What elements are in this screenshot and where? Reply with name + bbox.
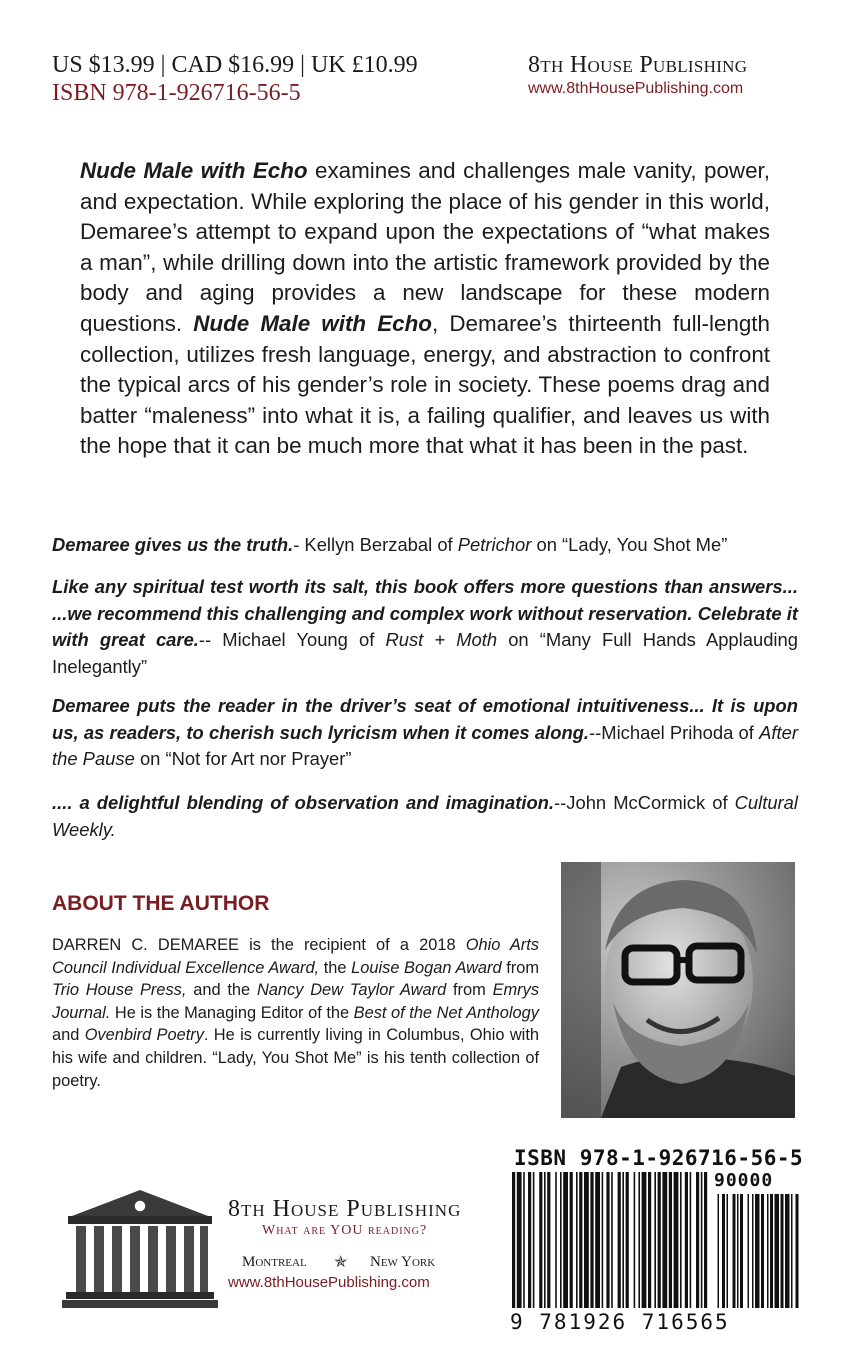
barcode-bar (533, 1172, 535, 1308)
bio-award: Ohio Arts Council Individual Excellence Award, (52, 936, 539, 977)
barcode-addon-bar (752, 1194, 754, 1308)
barcode-addon-bar (791, 1194, 793, 1308)
barcode-bar (638, 1172, 640, 1308)
barcode-bar (696, 1172, 699, 1308)
barcode-addon-bar (733, 1194, 736, 1308)
barcode-bar (576, 1172, 578, 1308)
barcode-addon-bar (727, 1194, 729, 1308)
praise-quote (52, 532, 798, 559)
book-title: Nude Male with Echo (80, 158, 308, 183)
barcode-bar (642, 1172, 647, 1308)
barcode-isbn-label: ISBN 978-1-926716-56-5 (514, 1146, 804, 1170)
quote-tail: on “Lady, You Shot Me” (531, 534, 728, 555)
quote-text: Demaree gives us the truth. (52, 534, 294, 555)
barcode-bar (595, 1172, 600, 1308)
bio-text: and (52, 1026, 85, 1045)
logo-tagline: What are YOU reading? (262, 1223, 428, 1238)
quote-tail: on “Not for Art nor Prayer” (134, 748, 352, 769)
quote-text: Like any spiritual test worth its salt, this book offers more questions than answers... ...we recommend this challenging and complex work without reservation. Celebrate it with great care. (52, 576, 798, 650)
barcode-bar (512, 1172, 515, 1308)
bio-text: the (319, 958, 352, 977)
about-heading: ABOUT THE AUTHOR (52, 892, 270, 915)
barcode-addon-bar (737, 1194, 739, 1308)
barcode-bar (611, 1172, 613, 1308)
barcode-bar (570, 1172, 573, 1308)
bio-award: Louise Bogan Award (351, 958, 502, 977)
barcode-bar (704, 1172, 707, 1308)
barcode-bar (602, 1172, 604, 1308)
quote-attribution: - Kellyn Berzabal of (293, 534, 458, 555)
barcode-bar (618, 1172, 621, 1308)
author-bio (52, 934, 539, 1092)
barcode-addon-bar (722, 1194, 725, 1308)
quote-attribution: -- Michael Young of (198, 629, 386, 650)
barcode-bar (622, 1172, 624, 1308)
bio-text: . He is currently living in Columbus, Ohio with his wife and children. “Lady, You Shot Me” is his tenth collection of poetry. (52, 1026, 539, 1090)
barcode-addon-bar (781, 1194, 784, 1308)
barcode-addon-bar (740, 1194, 743, 1308)
quote-attribution: --John McCormick of (554, 792, 735, 813)
barcode-bar (685, 1172, 688, 1308)
quote-source: After the Pause (52, 721, 798, 769)
barcode-addon-bar (775, 1194, 780, 1308)
barcode-bar (523, 1172, 525, 1308)
barcode-addon-bar (748, 1194, 750, 1308)
barcode-bar (648, 1172, 651, 1308)
book-blurb (80, 156, 770, 462)
isbn-barcode (510, 1140, 802, 1338)
barcode-bar (555, 1172, 557, 1308)
logo-city-montreal: Montreal (242, 1254, 307, 1270)
barcode-addon-bar (761, 1194, 764, 1308)
bio-journal: Emrys Journal. (52, 981, 540, 1022)
quote-attribution: --Michael Prihoda of (589, 721, 760, 743)
quote-tail: on “Many Full Hands Applauding Inelegantly” (52, 629, 798, 677)
barcode-addon-bar (755, 1194, 760, 1308)
barcode-bar (701, 1172, 703, 1308)
barcode-bar (654, 1172, 656, 1308)
barcode-bar (547, 1172, 550, 1308)
logo-city-new-york: New York (370, 1254, 436, 1270)
barcode-addon-bar (785, 1194, 790, 1308)
barcode-bar (690, 1172, 692, 1308)
barcode-bar (563, 1172, 568, 1308)
praise-quote (52, 790, 798, 843)
bio-award: Nancy Dew Taylor Award (256, 981, 447, 1000)
barcode-bar (680, 1172, 682, 1308)
barcode-bar (528, 1172, 531, 1308)
barcode-bar (669, 1172, 672, 1308)
publisher-url[interactable]: www.8thHousePublishing.com (528, 80, 744, 97)
barcode-digits: 9 781926 716565 (510, 1310, 730, 1334)
bio-text: DARREN C. DEMAREE is the recipient of a 2018 (52, 936, 466, 954)
barcode-bar (674, 1172, 679, 1308)
publisher-name: 8th House Publishing (528, 52, 748, 78)
author-photo (561, 862, 795, 1118)
bio-text: from (501, 958, 539, 977)
barcode-bar (517, 1172, 522, 1308)
barcode-bar (584, 1172, 589, 1308)
barcode-bar (606, 1172, 609, 1308)
barcode-addon-bar (796, 1194, 799, 1308)
praise-quote (52, 574, 798, 680)
logo-publisher-name: 8th House Publishing (228, 1196, 462, 1222)
quote-source: Petrichor (457, 534, 532, 555)
praise-quote (52, 693, 798, 773)
barcode-bar (579, 1172, 582, 1308)
barcode-addon-bar (718, 1194, 720, 1308)
barcode-bar (658, 1172, 661, 1308)
bio-anthology: Best of the Net Anthology (353, 1003, 539, 1022)
bio-journal: Ovenbird Poetry (84, 1026, 204, 1045)
blurb-text-1: examines and challenges male vanity, power, and expectation. While exploring the place of his gender in this world, Demaree’s attempt to expand upon the expectations of “what makes a man”, while drilling down into the artistic framework provided by the body and aging provides a new landscape for these modern questions. (80, 158, 770, 336)
quote-text: Demaree puts the reader in the driver’s seat of emotional intuitiveness... It is upon us, as readers, to cherish such lyricism when it comes along. (52, 695, 798, 743)
blurb-text-2: , Demaree’s thirteenth full-length collection, utilizes fresh language, energy, and abstraction to confront the typical arcs of his gender’s role in society. These poems drag and batter “maleness” into what it is, a failing qualifier, and leaves us with the hope that it can be much more that what it has been in the past. (80, 310, 770, 459)
bio-text: He is the Managing Editor of the (110, 1003, 354, 1022)
bio-text: and the (186, 981, 257, 1000)
barcode-addon-label: 90000 (714, 1170, 774, 1191)
barcode-addon-bar (770, 1194, 773, 1308)
bio-text: from (446, 981, 493, 1000)
barcode-bar (626, 1172, 629, 1308)
book-title-2: Nude Male with Echo (193, 310, 432, 336)
quote-source: Cultural Weekly. (52, 792, 798, 840)
barcode-bar (539, 1172, 542, 1308)
barcode-bar (634, 1172, 636, 1308)
quote-source: Rust + Moth (385, 629, 498, 650)
barcode-bars (510, 1172, 802, 1312)
author-photo-drawing (561, 862, 795, 1118)
barcode-addon-bar (767, 1194, 769, 1308)
isbn-top: ISBN 978-1-926716-56-5 (52, 80, 301, 106)
barcode-bar (662, 1172, 667, 1308)
price-line: US $13.99 | CAD $16.99 | UK £10.99 (52, 52, 418, 78)
barcode-bar (544, 1172, 546, 1308)
logo-url[interactable]: www.8thHousePublishing.com (228, 1274, 430, 1291)
barcode-bar (560, 1172, 562, 1308)
barcode-bar (590, 1172, 593, 1308)
greek-temple-icon (62, 1188, 218, 1312)
bio-publisher: Trio House Press, (52, 981, 187, 1000)
quote-text: .... a delightful blending of observation and imagination. (52, 792, 555, 813)
star-icon: ✯ (334, 1254, 348, 1271)
